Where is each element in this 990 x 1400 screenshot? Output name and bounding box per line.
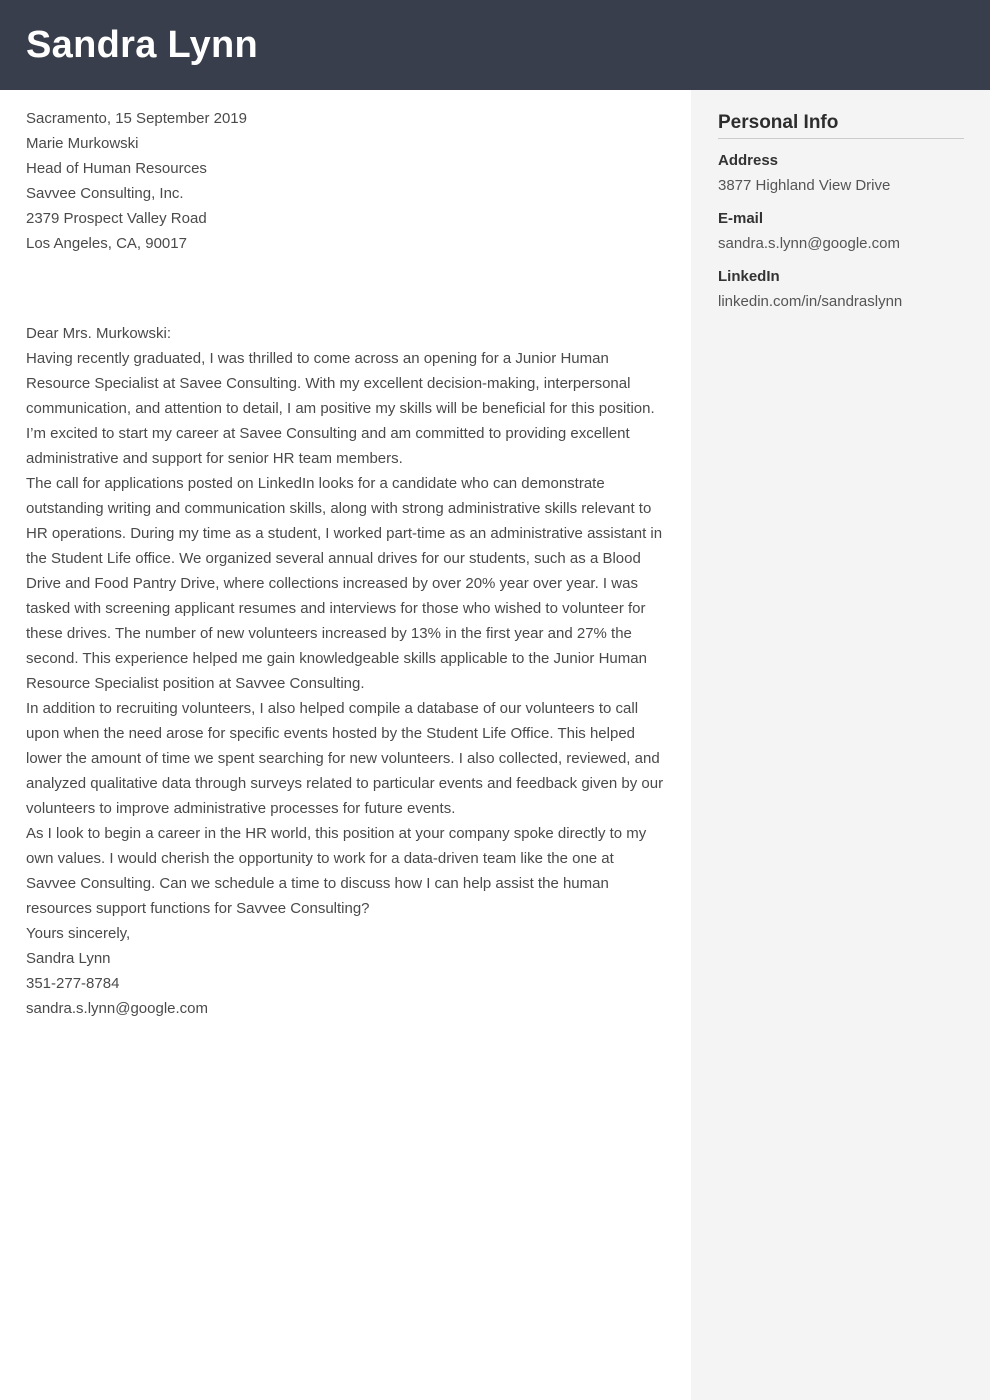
signature-block (26, 946, 666, 1021)
document-body (0, 90, 990, 1400)
sidebar-divider (718, 138, 964, 139)
sidebar-title: Personal Info (718, 112, 839, 133)
letter-paragraph: Having recently graduated, I was thrilled to come across an opening for a Junior Human Resource Specialist at Savee Consulting. With my excellent decision-making, interpersonal communication, and attention to detail, I am positive my skills will be beneficial for this position. I’m excited to start my career at Savee Consulting and am committed to providing excellent administrative and support for senior HR team members. (26, 350, 655, 467)
recipient-line: Head of Human Resources (26, 160, 207, 177)
personal-info-sidebar (691, 90, 990, 1400)
letter-paragraph: As I look to begin a career in the HR world, this position at your company spoke directly to my own values. I would cherish the opportunity to work for a data-driven team like the one at Savvee Consulting. Can we schedule a time to discuss how I can help assist the human resources support functions for Savvee Consulting? (26, 825, 647, 917)
letter-column (0, 90, 691, 1400)
closing-line: Yours sincerely, (26, 925, 131, 942)
signature-email: sandra.s.lynn@google.com (26, 1000, 208, 1017)
recipient-block (26, 131, 666, 256)
salutation: Dear Mrs. Murkowski: (26, 325, 172, 342)
document-header (0, 0, 990, 90)
linkedin-value: linkedin.com/in/sandraslynn (718, 293, 903, 310)
letter-paragraph: In addition to recruiting volunteers, I also helped compile a database of our volunteers to call upon when the need arose for specific events hosted by the Student Life Office. This helped lower the amount of time we spent searching for new volunteers. I also collected, reviewed, and analyzed qualitative data through surveys related to particular events and feedback given by our volunteers to improve administrative processes for future events. (26, 700, 664, 817)
recipient-line: 2379 Prospect Valley Road (26, 210, 207, 227)
email-label: E-mail (718, 210, 764, 227)
linkedin-label: LinkedIn (718, 268, 780, 285)
info-group-linkedin (718, 264, 964, 314)
recipient-line: Savvee Consulting, Inc. (26, 185, 184, 202)
letter-date: Sacramento, 15 September 2019 (26, 110, 247, 127)
email-value: sandra.s.lynn@google.com (718, 235, 900, 252)
address-value: 3877 Highland View Drive (718, 177, 891, 194)
recipient-line: Marie Murkowski (26, 135, 139, 152)
signature-name: Sandra Lynn (26, 950, 111, 967)
letter-paragraph: The call for applications posted on LinkedIn looks for a candidate who can demonstrate outstanding writing and communication skills, along with strong administrative skills relevant to HR operations. During my time as a student, I worked part-time as an administrative assistant in the Student Life office. We organized several annual drives for our students, such as a Blood Drive and Food Pantry Drive, where collections increased by over 20% year over year. I was tasked with screening applicant resumes and interviews for those who wished to volunteer for these drives. The number of new volunteers increased by 13% in the first year and 27% the second. This experience helped me gain knowledgeable skills applicable to the Junior Human Resource Specialist position at Savvee Consulting. (26, 475, 663, 692)
info-group-email (718, 206, 964, 256)
signature-phone: 351-277-8784 (26, 975, 120, 992)
address-label: Address (718, 152, 779, 169)
recipient-line: Los Angeles, CA, 90017 (26, 235, 187, 252)
candidate-name-title: Sandra Lynn (26, 23, 259, 66)
info-group-address (718, 148, 964, 198)
